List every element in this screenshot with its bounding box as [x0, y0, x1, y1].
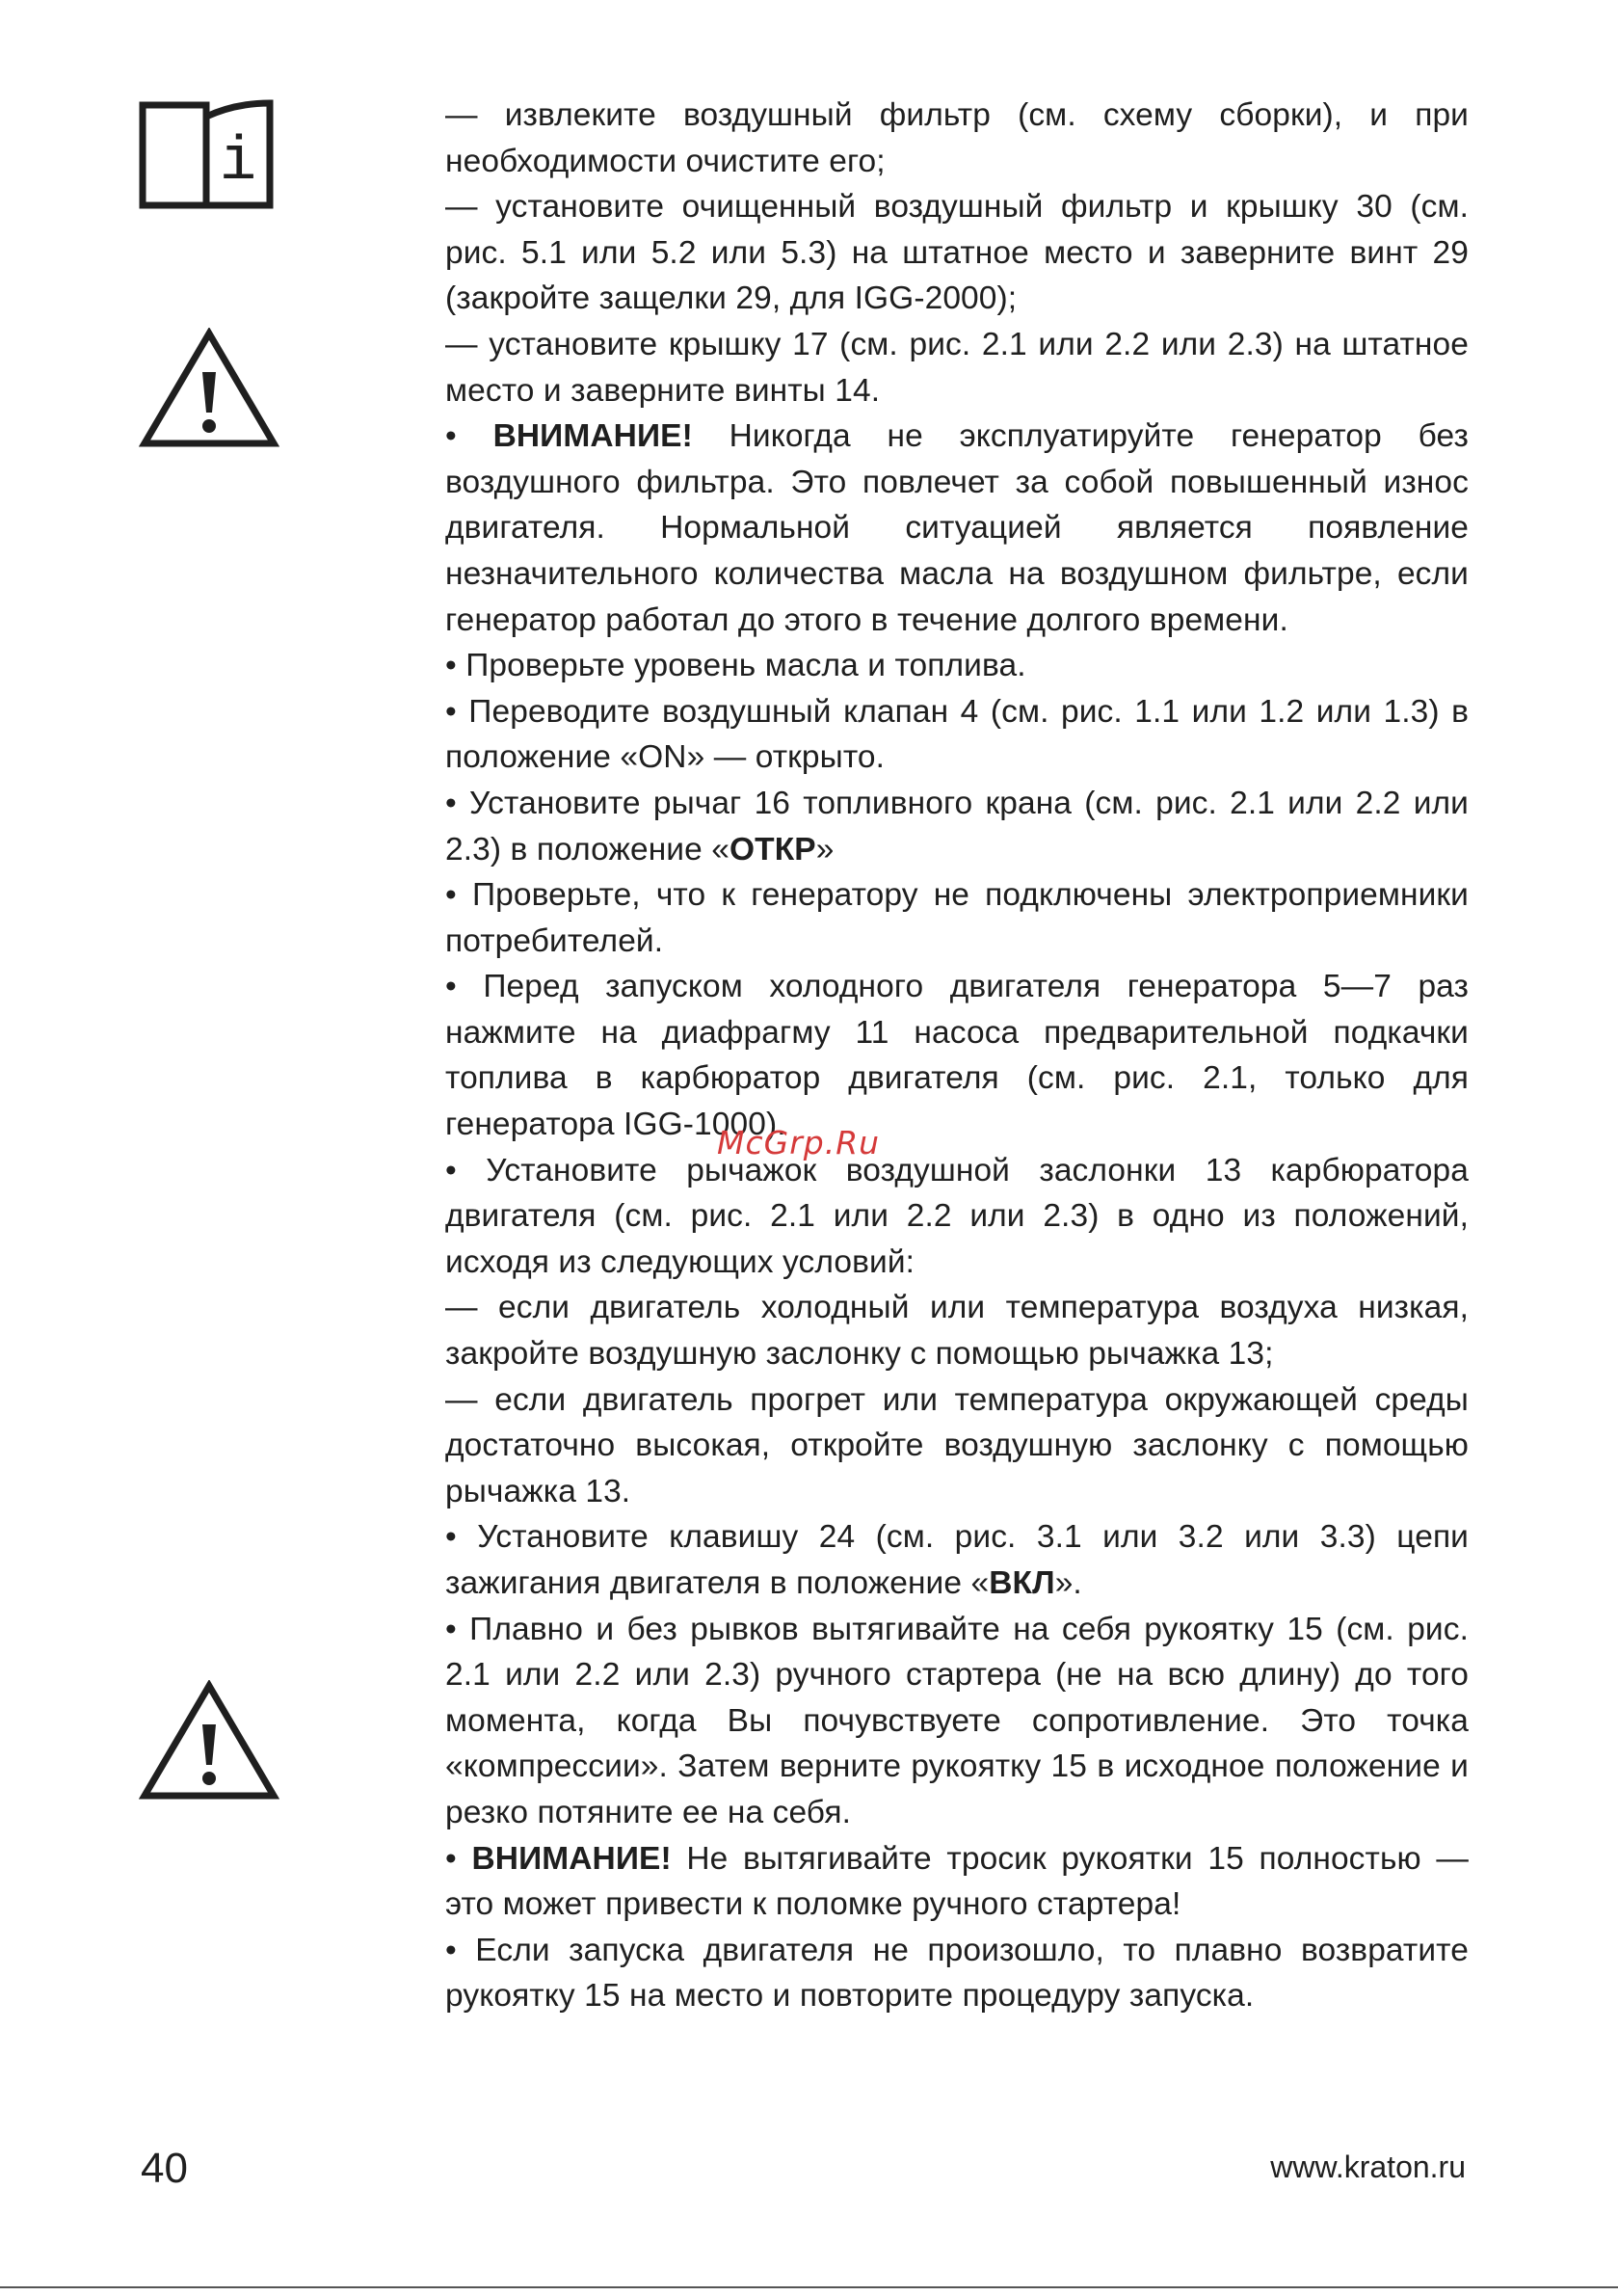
warning-label: ВНИМАНИЕ! — [471, 1840, 672, 1877]
paragraph: — если двигатель прогрет или температура окружающей среды достаточно высокая, откройте воздушную заслонку с помощью рычажка 13. — [445, 1381, 1469, 1509]
paragraph: • Переводите воздушный клапан 4 (см. рис. 1.1 или 1.2 или 1.3) в положение «ON» — открыто. — [445, 693, 1469, 776]
instruction-text — [445, 93, 1469, 2019]
paragraph: • Установите рычажок воздушной заслонки 13 карбюратора двигателя (см. рис. 2.1 или 2.2 или 2.3) в одно из положений, исходя из следующих условий: — [445, 1152, 1469, 1280]
paragraph: • Установите клавишу 24 (см. рис. 3.1 или 3.2 или 3.3) цепи зажигания двигателя в положение «ВКЛ». — [445, 1519, 1469, 1601]
website-link[interactable]: www.kraton.ru — [1270, 2149, 1466, 2184]
paragraph: • Плавно и без рывков вытягивайте на себя рукоятку 15 (см. рис. 2.1 или 2.2 или 2.3) ручного стартера (не на всю длину) до того момента, когда Вы почувствуете сопротивление. Это точка «компрессии». Затем верните рукоятку 15 в исходное положение и резко потяните ее на себя. — [445, 1611, 1469, 1830]
paragraph: • Установите рычаг 16 топливного крана (см. рис. 2.1 или 2.2 или 2.3) в положение «ОТКР» — [445, 785, 1469, 868]
warning-icon — [139, 1680, 279, 1802]
manual-info-icon — [139, 99, 274, 211]
page-edge-divider — [0, 2286, 1618, 2288]
paragraph: — если двигатель холодный или температура воздуха низкая, закройте воздушную заслонку с помощью рычажка 13; — [445, 1290, 1469, 1373]
paragraph: • Проверьте уровень масла и топлива. — [445, 648, 1026, 684]
svg-text:i: i — [219, 128, 257, 198]
paragraph: — установите очищенный воздушный фильтр и крышку 30 (см. рис. 5.1 или 5.2 или 5.3) на штатное место и заверните винт 29 (закройте защелки 29, для IGG-2000); — [445, 189, 1469, 317]
watermark: McGrp.Ru — [717, 1124, 881, 1161]
warning-icon — [139, 328, 279, 449]
paragraph: — извлеките воздушный фильтр (см. схему сборки), и при необходимости очистите его; — [445, 97, 1469, 179]
paragraph: • Перед запуском холодного двигателя генератора 5—7 раз нажмите на диафрагму 11 насоса предварительной подкачки топлива в карбюратор двигателя (см. рис. 2.1, только для генератора IGG-1000). — [445, 969, 1469, 1143]
paragraph: • Проверьте, что к генератору не подключены электроприемники потребителей. — [445, 877, 1469, 959]
warning-label: ВНИМАНИЕ! — [492, 418, 693, 455]
paragraph: • Если запуска двигателя не произошло, то плавно возвратите рукоятку 15 на место и повторите процедуру запуска. — [445, 1932, 1469, 2015]
warning-paragraph: • ВНИМАНИЕ! Никогда не эксплуатируйте генератор без воздушного фильтра. Это повлечет за собой повышенный износ двигателя. Нормальной ситуацией является появление незначительного количества масла на воздушном фильтре, если генератор работал до этого в течение долгого времени. — [445, 418, 1469, 638]
paragraph: — установите крышку 17 (см. рис. 2.1 или 2.2 или 2.3) на штатное место и заверните винты 14. — [445, 326, 1469, 409]
warning-paragraph: • ВНИМАНИЕ! Не вытягивайте тросик рукоятки 15 полностью — это может привести к поломке ручного стартера! — [445, 1840, 1469, 1923]
page-number: 40 — [141, 2145, 188, 2192]
